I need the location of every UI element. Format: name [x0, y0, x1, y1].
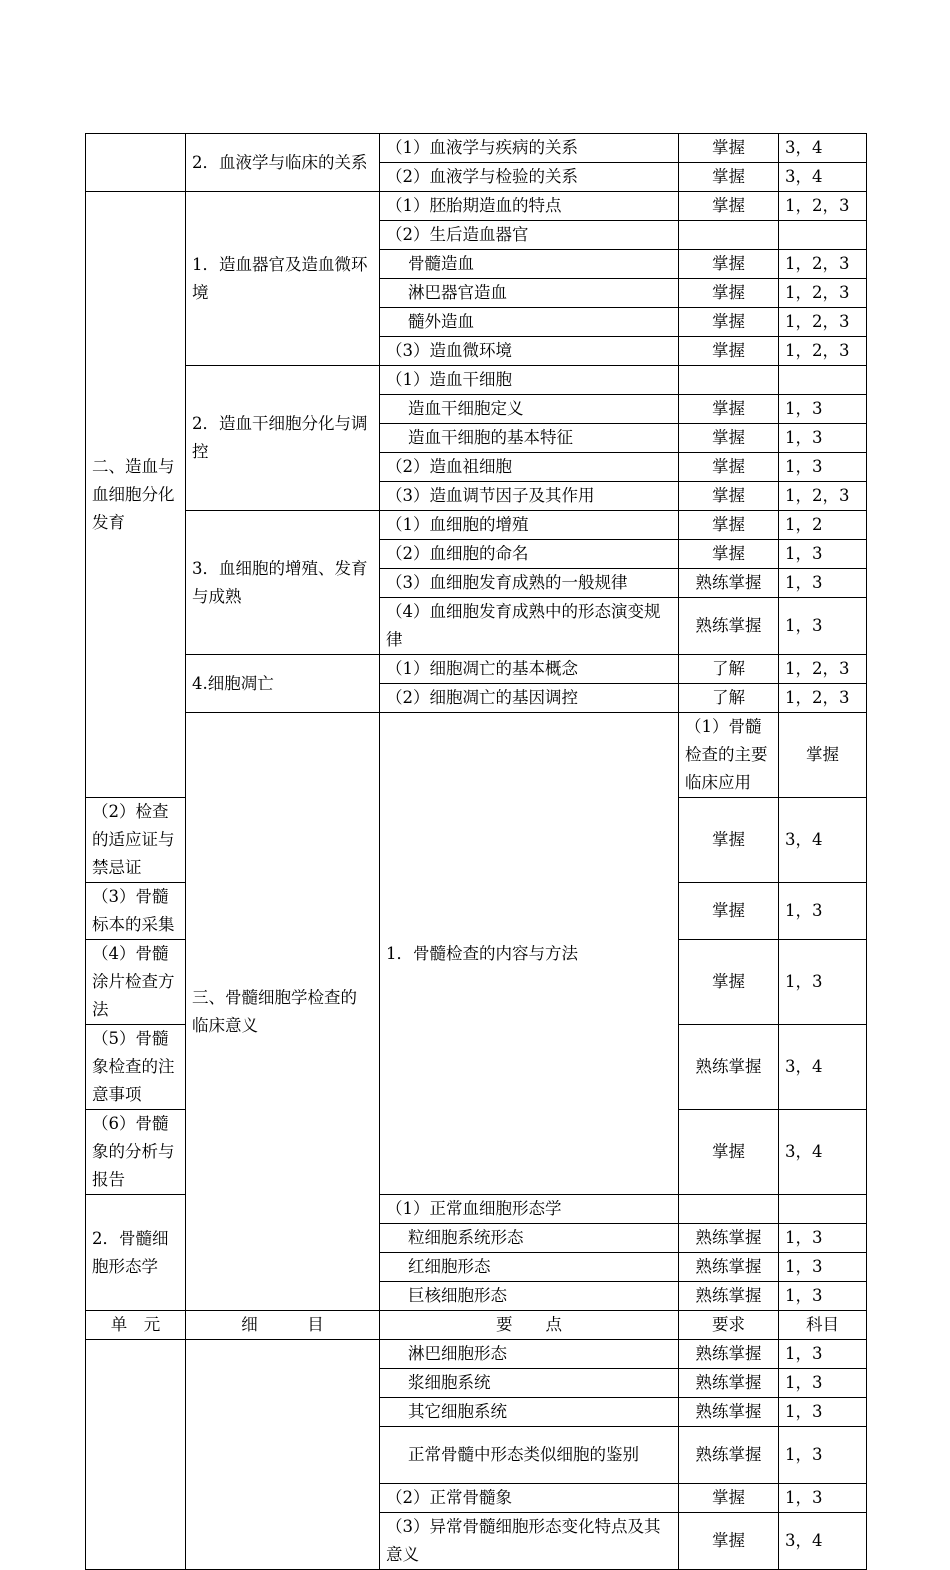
requirement-cell: 掌握: [679, 453, 779, 482]
requirement-cell: 熟练掌握: [679, 1369, 779, 1398]
subject-cell: 3，4: [779, 1110, 867, 1195]
requirement-cell: 掌握: [679, 1513, 779, 1570]
point-cell: （3）血细胞发育成熟的一般规律: [380, 569, 679, 598]
detail-cell: 2．骨髓细胞形态学: [86, 1195, 186, 1311]
point-cell: 造血干细胞定义: [380, 395, 679, 424]
header-unit: 单 元: [86, 1311, 186, 1340]
point-cell: 浆细胞系统: [380, 1369, 679, 1398]
requirement-cell: 熟练掌握: [679, 1340, 779, 1369]
subject-cell: [779, 1195, 867, 1224]
requirement-cell: 掌握: [679, 134, 779, 163]
point-cell: （4）骨髓涂片检查方法: [86, 940, 186, 1025]
requirement-cell: 熟练掌握: [679, 1224, 779, 1253]
requirement-cell: [679, 1195, 779, 1224]
requirement-cell: 熟练掌握: [679, 1025, 779, 1110]
subject-cell: [779, 366, 867, 395]
subject-cell: 1，2，3: [779, 337, 867, 366]
point-cell: 其它细胞系统: [380, 1398, 679, 1427]
syllabus-table: [85, 133, 867, 1570]
requirement-cell: 掌握: [779, 713, 867, 798]
detail-cell: [186, 1340, 380, 1570]
point-cell: 粒细胞系统形态: [380, 1224, 679, 1253]
point-cell: （2）检查的适应证与禁忌证: [86, 798, 186, 883]
requirement-cell: 掌握: [679, 250, 779, 279]
subject-cell: 1，3: [779, 453, 867, 482]
point-cell: （2）生后造血器官: [380, 221, 679, 250]
subject-cell: 1，3: [779, 883, 867, 940]
subject-cell: 1，3: [779, 540, 867, 569]
requirement-cell: 掌握: [679, 337, 779, 366]
requirement-cell: 掌握: [679, 482, 779, 511]
subject-cell: 1，3: [779, 1398, 867, 1427]
subject-cell: 1，3: [779, 1340, 867, 1369]
detail-cell: 4.细胞凋亡: [186, 655, 380, 713]
requirement-cell: 掌握: [679, 1484, 779, 1513]
requirement-cell: 掌握: [679, 940, 779, 1025]
requirement-cell: [679, 366, 779, 395]
requirement-cell: 熟练掌握: [679, 1398, 779, 1427]
subject-cell: 1，3: [779, 1484, 867, 1513]
point-cell: 淋巴细胞形态: [380, 1340, 679, 1369]
requirement-cell: 熟练掌握: [679, 569, 779, 598]
subject-cell: 1，2: [779, 511, 867, 540]
point-cell: （2）正常骨髓象: [380, 1484, 679, 1513]
requirement-cell: 掌握: [679, 192, 779, 221]
point-cell: （1）胚胎期造血的特点: [380, 192, 679, 221]
point-cell: （3）造血微环境: [380, 337, 679, 366]
table-row: [86, 134, 867, 163]
subject-cell: 1，2，3: [779, 684, 867, 713]
subject-cell: 1，3: [779, 940, 867, 1025]
requirement-cell: 熟练掌握: [679, 598, 779, 655]
requirement-cell: 了解: [679, 655, 779, 684]
table-row: [86, 511, 867, 540]
table-header-row: [86, 1311, 867, 1340]
table-row: [86, 366, 867, 395]
requirement-cell: 掌握: [679, 540, 779, 569]
requirement-cell: [679, 221, 779, 250]
subject-cell: 1，3: [779, 395, 867, 424]
subject-cell: 1，2，3: [779, 250, 867, 279]
point-cell: （3）骨髓标本的采集: [86, 883, 186, 940]
subject-cell: [779, 221, 867, 250]
point-cell: （3）异常骨髓细胞形态变化特点及其意义: [380, 1513, 679, 1570]
unit-cell: 三、骨髓细胞学检查的临床意义: [186, 713, 380, 1311]
header-subject: 科目: [779, 1311, 867, 1340]
point-cell: （1）正常血细胞形态学: [380, 1195, 679, 1224]
point-cell: 淋巴器官造血: [380, 279, 679, 308]
requirement-cell: 熟练掌握: [679, 1427, 779, 1484]
subject-cell: 1，3: [779, 1369, 867, 1398]
point-cell: （2）细胞凋亡的基因调控: [380, 684, 679, 713]
point-cell: （3）造血调节因子及其作用: [380, 482, 679, 511]
requirement-cell: 掌握: [679, 279, 779, 308]
unit-cell: 二、造血与血细胞分化发育: [86, 192, 186, 798]
point-cell: （6）骨髓象的分析与报告: [86, 1110, 186, 1195]
point-cell: （1）血细胞的增殖: [380, 511, 679, 540]
subject-cell: 1，3: [779, 569, 867, 598]
requirement-cell: 熟练掌握: [679, 1253, 779, 1282]
requirement-cell: 掌握: [679, 163, 779, 192]
unit-cell: [86, 1340, 186, 1570]
point-cell: （2）造血祖细胞: [380, 453, 679, 482]
requirement-cell: 掌握: [679, 883, 779, 940]
subject-cell: 1，3: [779, 1427, 867, 1484]
subject-cell: 1，2，3: [779, 279, 867, 308]
subject-cell: 1，2，3: [779, 192, 867, 221]
table-row: [86, 655, 867, 684]
subject-cell: 3，4: [779, 1025, 867, 1110]
table-row: [86, 192, 867, 221]
subject-cell: 1，2，3: [779, 482, 867, 511]
point-cell: （4）血细胞发育成熟中的形态演变规律: [380, 598, 679, 655]
subject-cell: 3，4: [779, 798, 867, 883]
point-cell: 造血干细胞的基本特征: [380, 424, 679, 453]
point-cell: （1）造血干细胞: [380, 366, 679, 395]
requirement-cell: 掌握: [679, 424, 779, 453]
point-cell: 巨核细胞形态: [380, 1282, 679, 1311]
point-cell: （2）血细胞的命名: [380, 540, 679, 569]
point-cell: （1）骨髓检查的主要临床应用: [679, 713, 779, 798]
requirement-cell: 掌握: [679, 308, 779, 337]
detail-cell: 3．血细胞的增殖、发育与成熟: [186, 511, 380, 655]
subject-cell: 1，3: [779, 1282, 867, 1311]
subject-cell: 3，4: [779, 1513, 867, 1570]
point-cell: 骨髓造血: [380, 250, 679, 279]
requirement-cell: 了解: [679, 684, 779, 713]
header-detail: 细 目: [186, 1311, 380, 1340]
requirement-cell: 掌握: [679, 395, 779, 424]
subject-cell: 1，3: [779, 598, 867, 655]
table-row: [86, 1340, 867, 1369]
detail-cell: 1．骨髓检查的内容与方法: [380, 713, 679, 1195]
unit-cell: [86, 134, 186, 192]
subject-cell: 1，3: [779, 1224, 867, 1253]
detail-cell: 2．造血干细胞分化与调控: [186, 366, 380, 511]
header-requirement: 要求: [679, 1311, 779, 1340]
requirement-cell: 掌握: [679, 511, 779, 540]
point-cell: （1）血液学与疾病的关系: [380, 134, 679, 163]
subject-cell: 1，2，3: [779, 308, 867, 337]
detail-cell: 2．血液学与临床的关系: [186, 134, 380, 192]
requirement-cell: 掌握: [679, 798, 779, 883]
point-cell: 髓外造血: [380, 308, 679, 337]
point-cell: （1）细胞凋亡的基本概念: [380, 655, 679, 684]
subject-cell: 3，4: [779, 163, 867, 192]
table-row: [86, 713, 867, 798]
subject-cell: 3，4: [779, 134, 867, 163]
subject-cell: 1，2，3: [779, 655, 867, 684]
point-cell: （2）血液学与检验的关系: [380, 163, 679, 192]
header-point: 要 点: [380, 1311, 679, 1340]
point-cell: 正常骨髓中形态类似细胞的鉴别: [380, 1427, 679, 1484]
requirement-cell: 掌握: [679, 1110, 779, 1195]
requirement-cell: 熟练掌握: [679, 1282, 779, 1311]
detail-cell: 1．造血器官及造血微环境: [186, 192, 380, 366]
subject-cell: 1，3: [779, 1253, 867, 1282]
point-cell: 红细胞形态: [380, 1253, 679, 1282]
subject-cell: 1，3: [779, 424, 867, 453]
point-cell: （5）骨髓象检查的注意事项: [86, 1025, 186, 1110]
